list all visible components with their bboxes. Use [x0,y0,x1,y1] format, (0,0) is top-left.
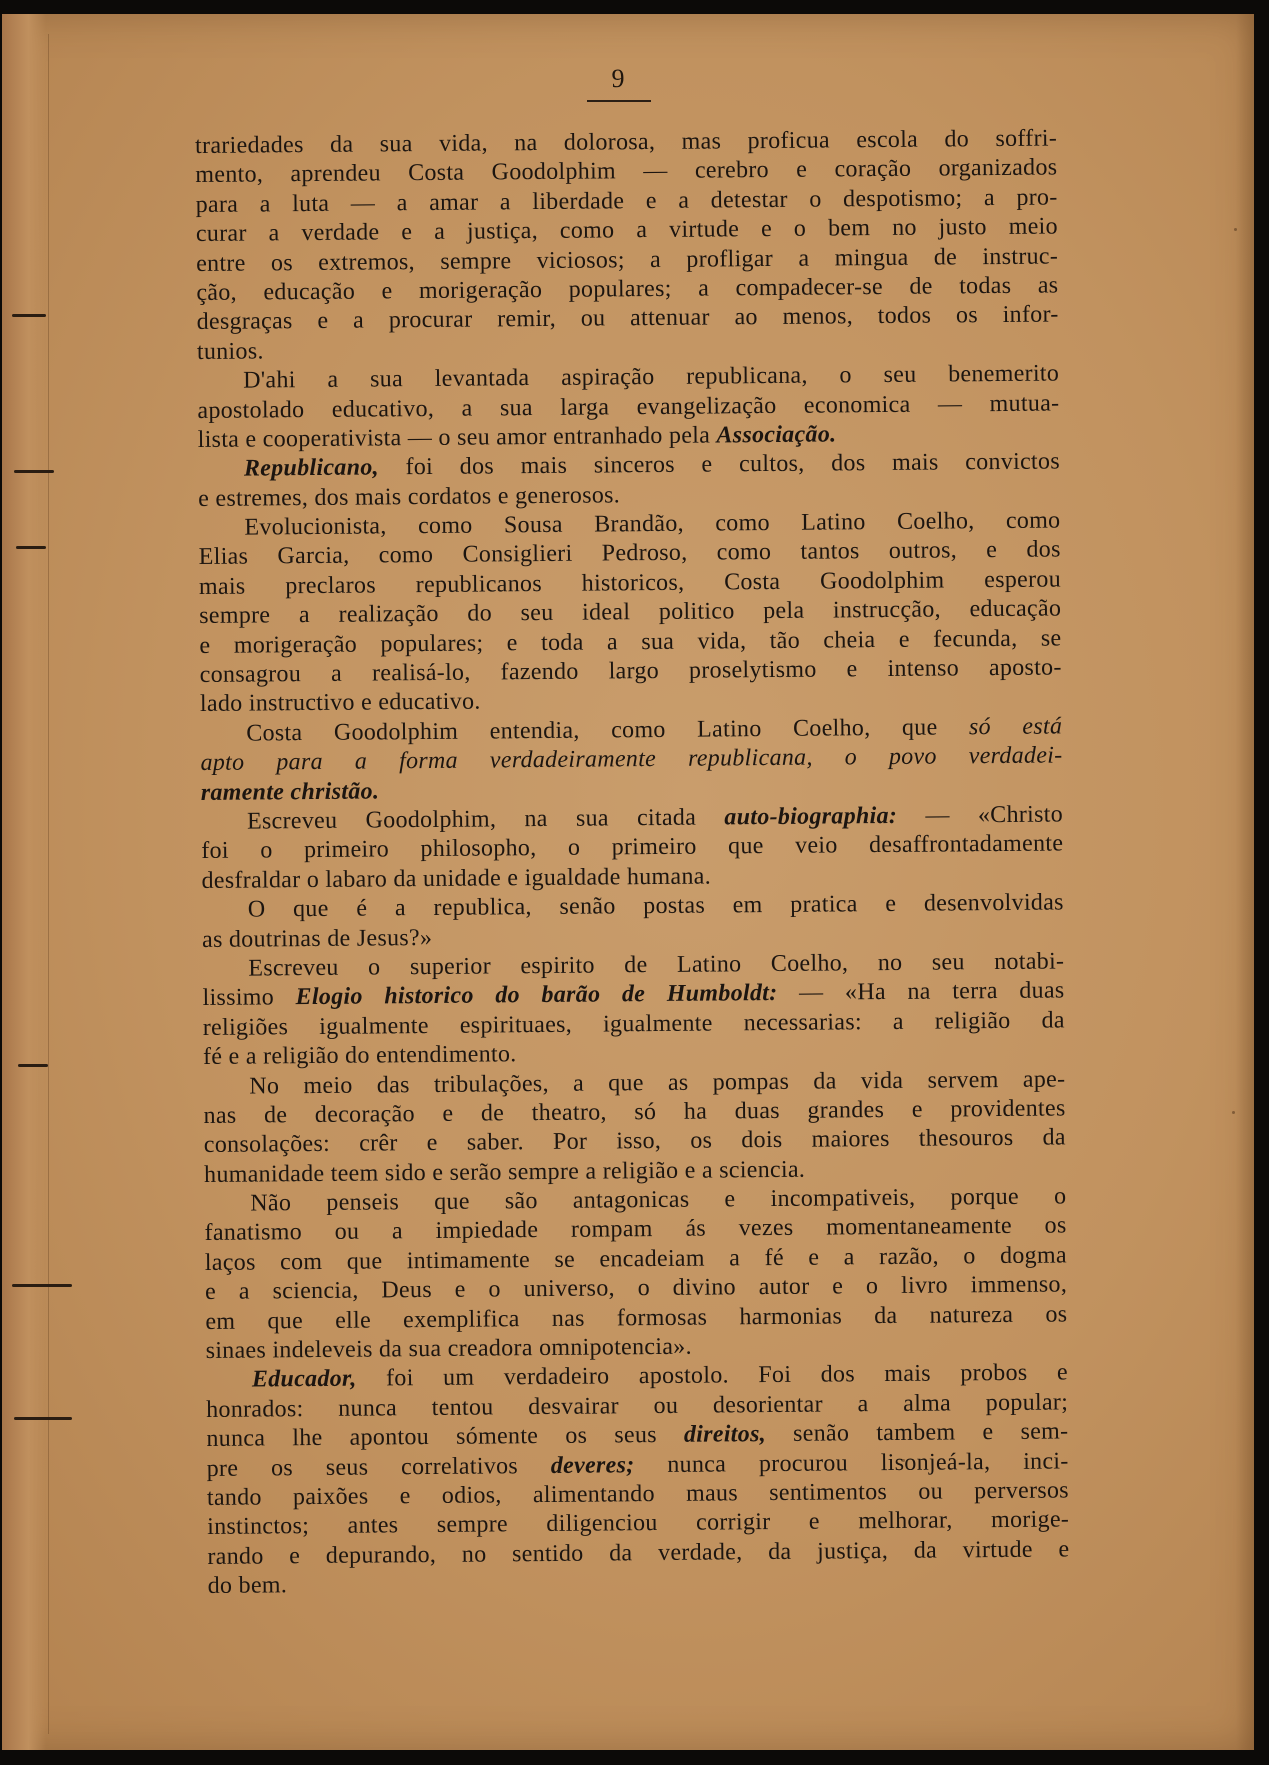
binding-thread [16,546,46,549]
text-segment: lissimo [202,984,296,1012]
text-segment: foi o primeiro philosopho, o primeiro que veio desaffrontadamente [201,830,1064,865]
text-segment: tando paixões e odios, alimentando maus sentimentos ou perversos [206,1477,1070,1511]
text-segment: consolações: crêr e saber. Por isso, os dois maiores thesouros da [203,1124,1066,1159]
text-segment: sinaes indeleveis da sua creadora omnipotencia». [205,1333,692,1364]
binding-edge [2,14,46,1750]
text-segment: mais preclaros republicanos historicos, Costa Goodolphim esperou [198,566,1062,600]
page-body-text [195,124,1070,1601]
binding-thread [18,1064,48,1067]
text-segment: — «Christo [897,801,1064,829]
text-segment: nunca procurou lisonjeá-la, inci- [634,1448,1069,1478]
paper-speck [1232,1111,1235,1114]
text-segment: e morigeração populares; e toda a sua vida, tão cheia e fecunda, se [199,625,1062,659]
text-segment: humanidade teem sido e serão sempre a religião e a sciencia. [203,1156,806,1188]
emphasized-text: auto-biographia: [724,802,898,831]
text-segment: lista e cooperativista — o seu amor entranhado pela [197,422,717,453]
page-number: 9 [611,64,625,93]
text-segment: rando e depurando, no sentido da verdade, da justiça, da virtude e [207,1536,1070,1570]
text-segment: e a sciencia, Deus e o universo, o divino autor e o livro immenso, [205,1271,1068,1306]
text-segment: nas de decoração e de theatro, só ha duas grandes e providentes [203,1095,1066,1129]
text-segment: Evolucionista, como Sousa Brandão, como Latino Coelho, como [244,507,1061,541]
text-segment: mento, aprendeu Costa Goodolphim — cerebro e coração organizados [195,154,1058,189]
text-segment: em que elle exemplifica nas formosas harmonias da natureza os [205,1301,1068,1335]
text-segment: sempre a realização do seu ideal politico pela instrucção, educação [199,595,1062,630]
text-segment: do bem. [207,1572,288,1600]
text-segment: pre os seus correlativos [206,1452,551,1482]
text-segment: nunca lhe apontou sómente os seus [206,1421,685,1453]
text-segment: Elias Garcia, como Consiglieri Pedroso, como tantos outros, e dos [198,536,1061,571]
emphasized-text: Elogio historico do barão de Humboldt: [295,980,778,1011]
emphasized-text: ramente christão. [200,778,380,806]
emphasized-text: direitos, [683,1421,767,1448]
text-segment: e estremes, dos mais cordatos e generosos. [198,481,621,512]
text-segment: ção, educação e morigeração populares; a compadecer-se de todas as [196,272,1059,306]
text-segment: tunios. [196,338,264,365]
emphasized-text: Educador, [251,1366,357,1393]
binding-thread [14,470,54,473]
binding-thread [14,1417,72,1420]
emphasized-text: Republicano, [243,454,380,482]
text-segment: trariedades da sua vida, na dolorosa, mas proficua escola do soffri- [195,125,1058,159]
text-segment: D'ahi a sua levantada aspiração republicana, o seu benemerito [243,360,1060,394]
text-segment: No meio das tribulações, a que as pompas da vida servem ape- [249,1065,1066,1100]
emphasized-text: só está [968,713,1063,741]
text-segment: Não penseis que são antagonicas e incompativeis, porque o [250,1183,1067,1217]
text-segment: senão tambem e sem- [765,1418,1069,1448]
text-segment: religiões igualmente espirituaes, igualmente necessarias: a religião da [202,1007,1065,1041]
text-segment: lado instructivo e educativo. [199,688,481,718]
book-page [2,14,1254,1750]
text-segment: fanatismo ou a impiedade rompam ás vezes momentaneamente os [204,1212,1067,1247]
text-segment: laços com que intimamente se encadeiam a fé e a razão, o dogma [204,1242,1067,1276]
text-segment: O que é a republica, senão postas em pratica e desenvolvidas [247,889,1064,923]
text-segment: foi dos mais sinceros e cultos, dos mais convictos [378,448,1061,481]
text-segment: para a luta — a amar a liberdade e a detestar o despotismo; a pro- [195,184,1058,218]
page-number-rule [587,100,651,102]
text-segment: Escreveu o superior espirito de Latino Coelho, no seu notabi- [248,948,1065,982]
text-segment: foi um verdadeiro apostolo. Foi dos mais probos e [356,1359,1068,1393]
page-edge-shadow [1236,14,1254,1750]
binding-thread [12,314,46,317]
text-segment: curar a verdade e a justiça, como a virtude e o bem no justo meio [195,213,1058,248]
text-segment: consagrou a realisá-lo, fazendo largo proselytismo e intenso aposto- [199,654,1062,689]
emphasized-text: deveres; [550,1451,635,1479]
binding-thread [12,1284,72,1287]
text-segment: entre os extremos, sempre viciosos; a profligar a mingua de instruc- [196,243,1059,277]
paper-speck [1234,228,1237,231]
text-segment: — «Ha na terra duas [777,977,1065,1007]
text-segment: fé e a religião do entendimento. [202,1041,517,1071]
text-segment: as doutrinas de Jesus?» [201,924,433,953]
text-segment: desfraldar o labaro da unidade e igualdade humana. [201,863,712,894]
emphasized-text: apto para a forma verdadeiramente republicana, o povo verdadei- [200,742,1063,777]
text-segment: Escreveu Goodolphim, na sua citada [246,804,725,835]
text-segment: honrados: nunca tentou desvairar ou desorientar a alma popular; [206,1389,1069,1423]
text-segment: instinctos; antes sempre diligenciou corrigir e melhorar, morige- [207,1506,1070,1541]
text-segment: apostolado educativo, a sua larga evangelização economica — mutua- [197,389,1060,424]
text-segment: desgraças e a procurar remir, ou attenuar ao menos, todos os infor- [196,301,1059,336]
text-segment: Costa Goodolphim entendia, como Latino Coelho, que [246,714,970,747]
emphasized-text: Associação. [716,421,837,449]
